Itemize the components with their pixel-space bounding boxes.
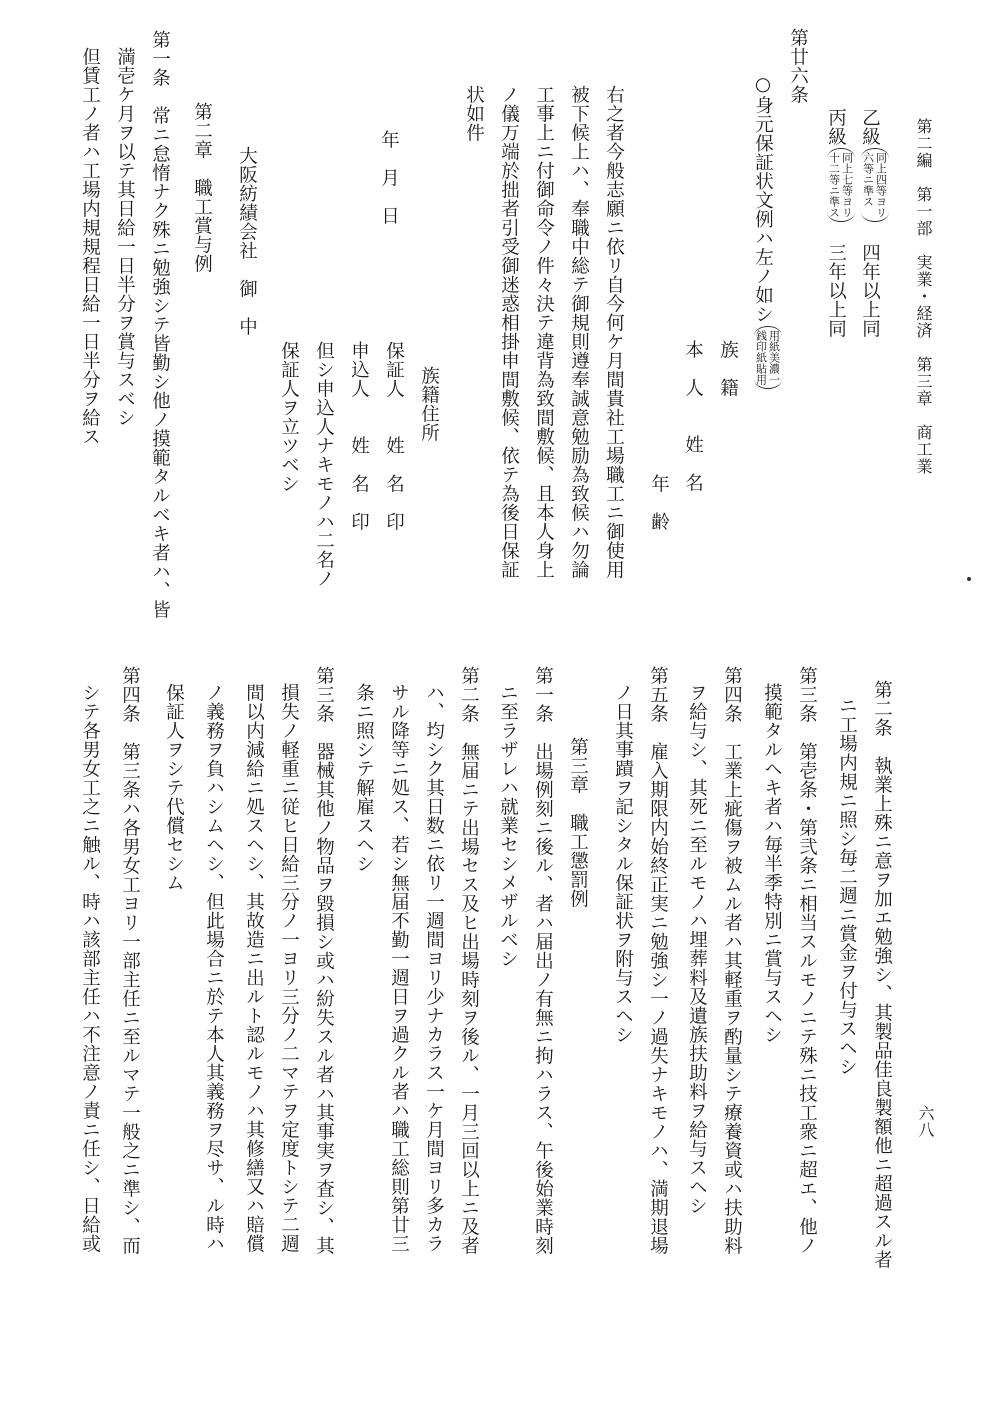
guarantor-name: 保証人 姓 名 印 bbox=[383, 341, 405, 531]
article-line: ニ至ラザレハ就業セシメザルベシ bbox=[497, 683, 519, 968]
guarantor-address: 族籍住所 bbox=[418, 366, 440, 442]
article-line: シテ各男女工之ニ触ル、時ハ該部主任ハ不注意ノ責ニ任シ、日給或 bbox=[79, 683, 101, 1253]
paper-note: 用紙美濃一 銭印紙貼用 bbox=[754, 326, 782, 389]
article-line: 第五条 雇入期限内始終正実ニ勉強シ一ノ過失ナキモノハ、満期退場 bbox=[647, 666, 669, 1255]
article-line: 但賃工ノ者ハ工場内規規程日給一日半分ヲ給ス bbox=[79, 47, 101, 446]
article-line: ハ、均シク其日数ニ依リ一週間ヨリ少ナカラス一ケ月間ヨリ多カラ bbox=[423, 683, 445, 1253]
form-person-name: 本 人 姓 名 bbox=[682, 340, 704, 492]
form-addressee: 大阪紡績会社 御 中 bbox=[236, 146, 258, 336]
guarantor-note: 保証人ヲ立ツベシ bbox=[278, 341, 300, 493]
chapter-3-heading: 第三章 職工懲罰例 bbox=[567, 737, 589, 908]
applicant-name: 申込人 姓 名 印 bbox=[348, 341, 370, 531]
guarantee-form-title: ○身元保証状文例ハ左ノ如シ用紙美濃一 銭印紙貼用 bbox=[753, 74, 782, 391]
article-line: ノ義務ヲ負ハシムヘシ、但此場合ニ於テ本人其義務ヲ尽サ、ル時ハ bbox=[203, 683, 225, 1253]
page-number: 六八 bbox=[916, 1105, 935, 1138]
form-paragraph-line: 状如件 bbox=[463, 85, 485, 142]
article-line: 損失ノ軽重ニ従ヒ日給三分ノ一ヨリ三分ノ二マテヲ定度トシテ二週 bbox=[278, 683, 300, 1253]
article-line: サル降等ニ処ス、若シ無届不勤一週日ヲ過クル者ハ職工総則第廿三 bbox=[388, 683, 410, 1253]
grade-period: 三年以上同 bbox=[825, 224, 847, 338]
article-line: 満壱ケ月ヲ以テ其日給一日半分ヲ賞与スベシ bbox=[114, 47, 136, 427]
grade-label: 乙級 bbox=[859, 108, 881, 146]
form-paragraph-line: ノ儀万端於拙者引受御迷惑相掛申間敷候、依テ為後日保証 bbox=[498, 85, 520, 579]
article-line: ノ日其事蹟ヲ記シタル保証状ヲ附与スヘシ bbox=[612, 683, 634, 1044]
form-paragraph-line: 工事上ニ付御命令ノ件々決テ違背為致間敷候、且本人身上 bbox=[533, 85, 555, 579]
grade-note: 同上四等ヨリ 六等ニ準ス bbox=[861, 148, 889, 222]
grade-hei-line bbox=[826, 108, 855, 338]
article-line: 第二条 執業上殊ニ意ヲ加エ勉強シ、其製品佳良製額他ニ超過スル者 bbox=[871, 680, 893, 1269]
running-header: 第二編 第一部 実業・経済 第三章 商工業 bbox=[914, 118, 933, 475]
article-line: 第二条 無届ニテ出場セス及ヒ出場時刻ヲ後ル、一月三回以上ニ及者 bbox=[458, 666, 480, 1255]
article-line: 摸範タルヘキ者ハ毎半季特別ニ賞与スヘシ bbox=[761, 683, 783, 1044]
form-paragraph-line: 被下候上ハ、奉職中総テ御規則遵奉誠意勉励為致候ハ勿論 bbox=[568, 85, 590, 579]
grade-note: 同上七等ヨリ 十二等ニ準ス bbox=[827, 148, 855, 222]
grade-otsu-line bbox=[860, 108, 889, 338]
article-line: 第四条 工業上疵傷ヲ被ムル者ハ其軽重ヲ酌量シテ療養資或ハ扶助料 bbox=[721, 666, 743, 1255]
article-26-heading: 第廿六条 bbox=[787, 28, 809, 104]
article-line: ヲ給与シ、其死ニ至ルモノハ埋葬料及遺族扶助料ヲ給与スヘシ bbox=[686, 683, 708, 1215]
grade-label: 丙級 bbox=[825, 108, 847, 146]
article-line: 第一条 常ニ怠惰ナク殊ニ勉強シテ皆勤シ他ノ摸範タルベキ者ハ、皆 bbox=[149, 30, 171, 619]
chapter-2-heading: 第二章 職工賞与例 bbox=[191, 102, 213, 273]
form-date: 年 月 日 bbox=[378, 130, 400, 225]
article-line: 保証人ヲシテ代償セシム bbox=[163, 683, 185, 892]
guarantor-note: 但シ申込人ナキモノハ二名ノ bbox=[313, 341, 335, 588]
article-line: 第四条 第三条ハ各男女工ヨリ一部主任ニ至ルマテ一般之ニ準シ、而 bbox=[119, 666, 141, 1255]
article-line: 間以内減給ニ処スヘシ、其故造ニ出ルト認ルモノハ其修繕又ハ賠償 bbox=[243, 683, 265, 1253]
article-line: ニ工場内規ニ照シ毎二週ニ賞金ヲ付与スヘシ bbox=[836, 696, 858, 1076]
article-line: 第三条 第壱条・第弐条ニ相当スルモノニテ殊ニ技工衆ニ超エ、他ノ bbox=[796, 666, 818, 1255]
article-line: 第三条 器械其他ノ物品ヲ毀損シ或ハ紛失スル者ハ其事実ヲ査シ、其 bbox=[313, 666, 335, 1255]
print-speck bbox=[967, 577, 971, 581]
form-family-register: 族 籍 bbox=[717, 340, 739, 397]
article-line: 条ニ照シテ解雇スヘシ bbox=[353, 683, 375, 873]
form-paragraph-line: 右之者今般志願ニ依リ自今何ケ月間貴社工場職工ニ御使用 bbox=[603, 85, 625, 579]
grade-period: 四年以上同 bbox=[859, 224, 881, 338]
article-line: 第一条 出場例刻ニ後ル、者ハ届出ノ有無ニ拘ハラス、午後始業時刻 bbox=[532, 666, 554, 1255]
form-age: 年 齢 bbox=[648, 474, 670, 531]
